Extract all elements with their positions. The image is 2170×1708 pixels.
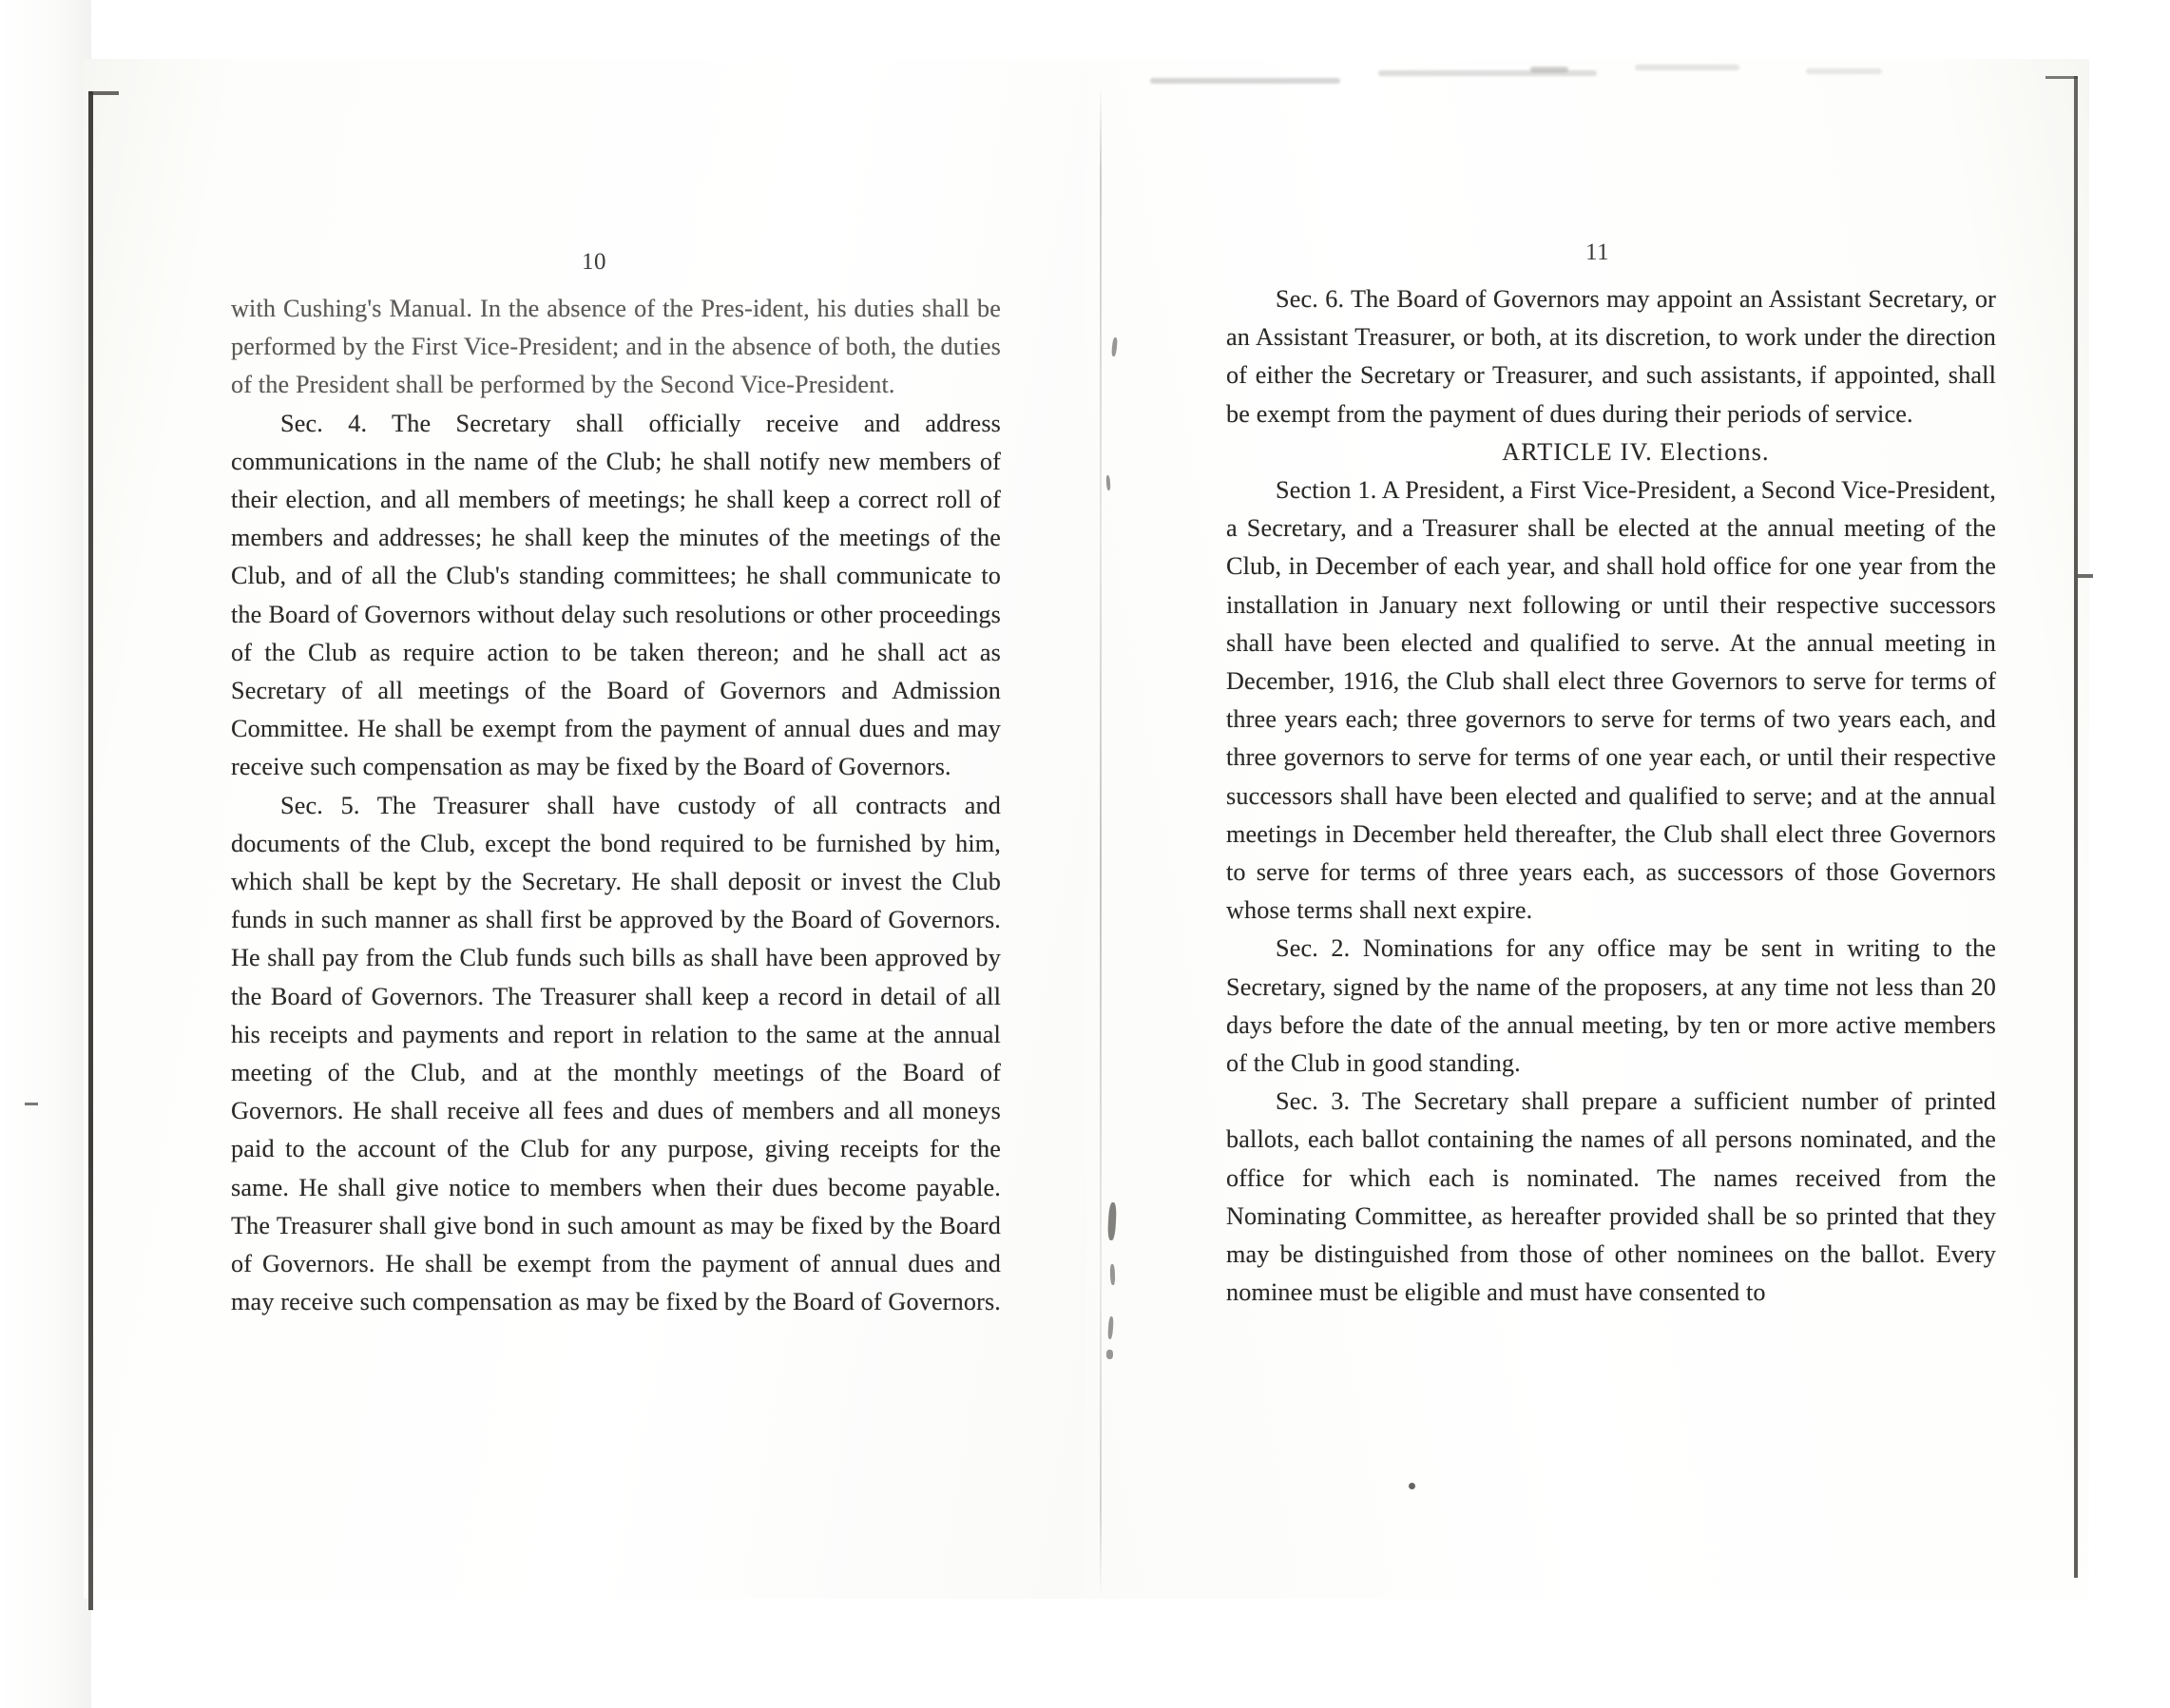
- paragraph: Sec. 5. The Treasurer shall have custody of all contracts and documents of the Club, except the bond required to be furnished by him, which shall be kept by the Secretary. He shall deposit or invest the Club funds in such manner as shall first be approved by the Board of Governors. He shall pay from the Club funds such bills as shall have been approved by the Board of Governors. The Treasurer shall keep a record in detail of all his receipts and payments and report in relation to the same at the annual meeting of the Club, and at the monthly meetings of the Board of Governors. He shall receive all fees and dues of members and all moneys paid to the account of the Club for any purpose, giving receipts for the same. He shall give notice to members when their dues become payable. The Treasurer shall give bond in such amount as may be fixed by the Board of Governors. He shall be exempt from the payment of annual dues and may receive such compensation as may be fixed by the Board of Governors.: [231, 791, 1001, 1316]
- board-shadow: [0, 0, 91, 1708]
- paragraph: Sec. 6. The Board of Governors may appoint an Assistant Secretary, or an Assistant Treasurer, or both, at its discretion, to work under the direction of either the Secretary or Treasurer, and such assistants, if appointed, shall be exempt from the payment of dues during their periods of service.: [1226, 285, 1996, 428]
- right-page-body: [1226, 280, 1996, 1312]
- gutter-speck: [1106, 1350, 1113, 1359]
- page-number-left: 10: [582, 249, 606, 275]
- page-number-right: 11: [1585, 240, 1610, 265]
- book-gutter: [1100, 86, 1102, 1597]
- head-edge-smudge: [1530, 67, 1568, 72]
- head-edge-smudge: [1806, 68, 1882, 74]
- right-page-edge-rule: [2074, 76, 2078, 1578]
- paragraph: Sec. 3. The Secretary shall prepare a sufficient number of printed ballots, each ballot containing the names of all persons nominated, and the office for which each is nominated. The names received from the Nominating Committee, as hereafter provided shall be so printed that they may be distinguished from those of other nominees on the ballot. Every nominee must be eligible and must have consented to: [1226, 1087, 1996, 1307]
- head-edge-smudge: [1150, 78, 1340, 84]
- head-edge-smudge: [1635, 65, 1739, 70]
- left-page-edge-rule: [88, 91, 93, 1610]
- left-page-body: [231, 290, 1001, 1321]
- right-edge-tick-mark: [2078, 574, 2093, 578]
- paragraph: Sec. 2. Nominations for any office may be sent in writing to the Secretary, signed by the name of the proposers, at any time not less than 20 days before the date of the annual meeting, by ten or more active members of the Club in good standing.: [1226, 934, 1996, 1078]
- paragraph: Sec. 4. The Secretary shall officially receive and address communications in the name of the Club; he shall notify new members of their election, and all members of meetings; he shall keep a correct roll of members and addresses; he shall keep the minutes of the meetings of the Club, and of all the Club's standing committees; he shall communicate to the Board of Governors without delay such resolutions or other proceedings of the Club as require action to be taken thereon; and he shall act as Secretary of all meetings of the Board of Governors and Admission Committee. He shall be exempt from the payment of annual dues and may receive such compensation as may be fixed by the Board of Governors.: [231, 409, 1001, 781]
- left-page-edge-cap: [88, 91, 119, 95]
- article-heading: ARTICLE IV. Elections.: [1502, 437, 1770, 466]
- spine-nub-mark: [25, 1103, 38, 1105]
- right-page-edge-cap: [2045, 76, 2078, 79]
- paragraph: with Cushing's Manual. In the absence of the Pres-ident, his duties shall be performed by the First Vice-President; and in the absence of both, the duties of the President shall be performed by the Second Vice-President.: [231, 295, 1001, 399]
- ink-speck: [1409, 1483, 1415, 1489]
- paragraph: Section 1. A President, a First Vice-President, a Second Vice-President, a Secretary, and a Treasurer shall be elected at the annual meeting of the Club, in December of each year, and shall hold office for one year from the installation in January next following or until their respective successors shall have been elected and qualified to serve. At the annual meeting in December, 1916, the Club shall elect three Governors to serve for terms of three years each; three governors to serve for terms of two years each, and three governors to serve for terms of one year each, or until their respective successors shall have been elected and qualified to serve; and at the annual meetings in December held thereafter, the Club shall elect three Governors to serve for terms of three years each, as successors of those Governors whose terms shall next expire.: [1226, 476, 1996, 925]
